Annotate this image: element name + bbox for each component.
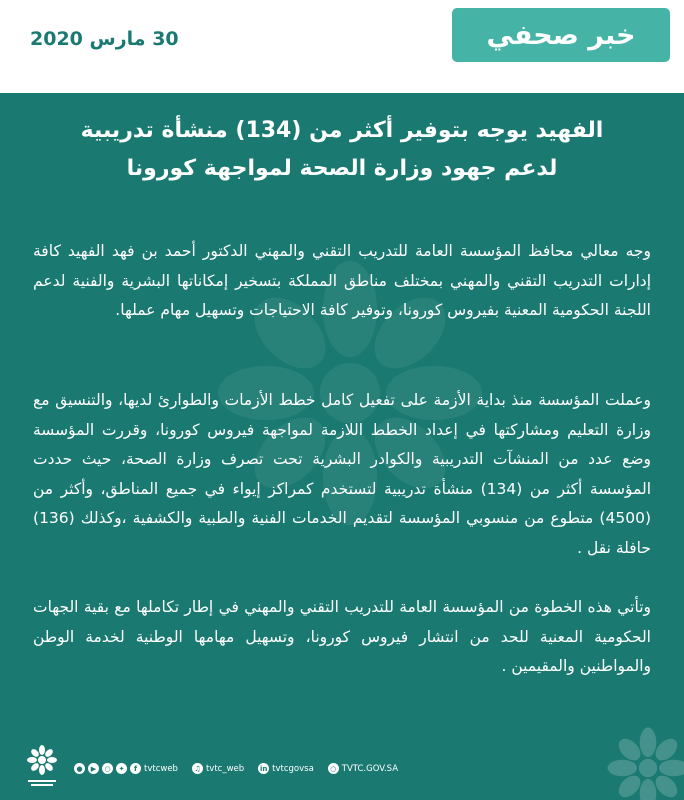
linkedin-icon: in xyxy=(259,764,268,773)
social-website[interactable] xyxy=(328,763,398,774)
social-tiktok[interactable] xyxy=(192,763,244,774)
header-bar xyxy=(0,0,684,93)
tvtc-logo-icon xyxy=(22,744,62,790)
paragraph-2: وعملت المؤسسة منذ بداية الأزمة على تفعيل كامل خطط الأزمات والطوارئ لديها، والتنسيق مع وزارة التعليم ومشاركتها في إعداد الخطط اللازمة لمواجهة فيروس كورونا، وقررت المؤسسة وضع عدد من المنشآت التدريبية والكوادر البشرية تحت تصرف وزارة الصحة، حيث حددت المؤسسة أكثر من (134) منشأة تدريبية لتستخدم كمراكز إيواء في جميع المناطق، وأكثر من (4500) متطوع من منسوبي المؤسسة لتقديم الخدمات الفنية والطبية والكشفية ،وكذلك (136) حافلة نقل . xyxy=(33,391,652,557)
twitter-icon: ✦ xyxy=(116,763,127,774)
social-links xyxy=(74,763,398,774)
press-release-tag: خبر صحفي xyxy=(452,8,670,62)
social-gov[interactable] xyxy=(258,763,314,774)
snapchat-icon: ● xyxy=(74,763,85,774)
handle-main: tvtcweb xyxy=(144,763,178,774)
headline-line-1: الفهيد يوجه بتوفير أكثر من (134) منشأة تدريبية xyxy=(80,118,604,143)
paragraph-3: وتأتي هذه الخطوة من المؤسسة العامة للتدريب التقني والمهني في إطار تكاملها مع بقية الجهات الحكومية المعنية للحد من انتشار فيروس كورونا، وتسهيل مهامها الوطنية لخدمة الوطن والمواطنين والمقيمين . xyxy=(33,598,651,676)
social-main[interactable] xyxy=(74,763,178,774)
tiktok-icon: ♫ xyxy=(192,763,203,774)
headline-line-2: لدعم جهود وزارة الصحة لمواجهة كورونا xyxy=(126,156,558,181)
handle-gov: tvtcgovsa xyxy=(272,763,314,774)
website: TVTC.GOV.SA xyxy=(341,763,399,774)
globe-icon: ○ xyxy=(328,763,339,774)
instagram-icon: ○ xyxy=(102,763,113,774)
footer xyxy=(22,744,442,794)
handle-tiktok: tvtc_web xyxy=(205,763,245,774)
facebook-icon: f xyxy=(130,763,141,774)
corner-emblem-icon xyxy=(602,722,684,800)
date-label: 30 مارس 2020 xyxy=(30,28,179,50)
paragraph-1: وجه معالي محافظ المؤسسة العامة للتدريب التقني والمهني الدكتور أحمد بن فهد الفهيد كافة إدارات التدريب التقني والمهني بمختلف مناطق المملكة بتسخير إمكاناتها البشرية والفنية لدعم اللجنة الحكومية المعنية بفيروس كورونا، وتوفير كافة الاحتياجات وتسهيل مهام عملها. xyxy=(33,242,651,320)
youtube-icon: ▶ xyxy=(88,763,99,774)
headline xyxy=(40,112,644,188)
